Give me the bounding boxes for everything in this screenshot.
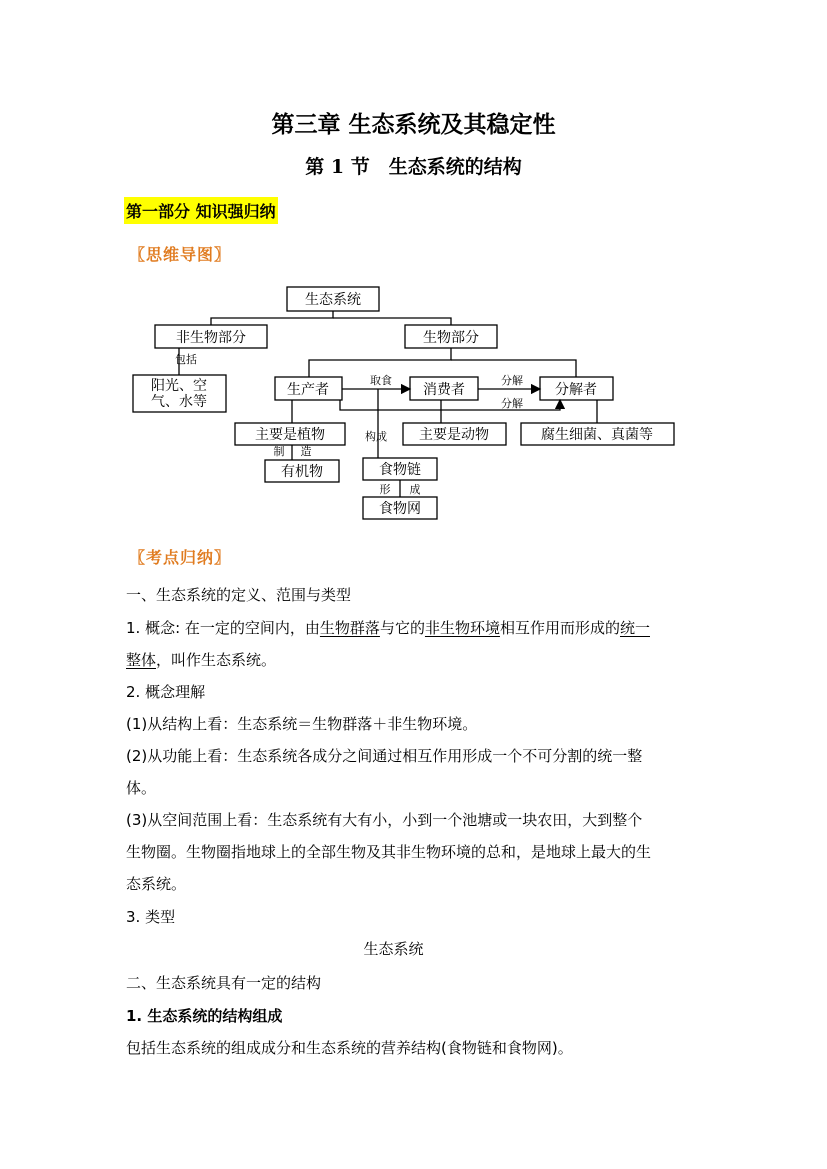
organic-label: 有机物 xyxy=(281,464,323,480)
abiotic-label: 非生物部分 xyxy=(176,330,246,346)
section-2-sub: 1. 生态系统的结构组成 xyxy=(126,1007,283,1025)
decompose-label-top: 分解 xyxy=(501,374,523,387)
points-heading: 〖考点归纳〗 xyxy=(129,548,232,567)
understand-3-line3: 态系统。 xyxy=(126,875,187,893)
concept-prefix: 1. 概念: xyxy=(126,619,181,637)
decomposer-label: 分解者 xyxy=(555,382,597,398)
understand-1: (1)从结构上看：生态系统＝生物群落＋非生物环境。 xyxy=(126,715,478,733)
concept-term-unity-b: 整体 xyxy=(126,651,157,669)
decompose-label-bottom: 分解 xyxy=(501,397,523,410)
producer-label: 生产者 xyxy=(287,382,329,398)
include-label: 包括 xyxy=(175,353,197,366)
section-2-text: 包括生态系统的组成成分和生态系统的营养结构(食物链和食物网)。 xyxy=(126,1039,573,1057)
part-label: 第一部分 知识强归纳 xyxy=(124,197,278,224)
make-label-1: 制 xyxy=(273,445,285,458)
form-label-2: 成 xyxy=(409,483,421,496)
section-title: 第 1 节 生态系统的结构 xyxy=(305,156,522,178)
chapter-title: 第三章 生态系统及其稳定性 xyxy=(271,111,556,138)
concept-text-3: 相互作用而形成的 xyxy=(499,619,620,637)
abiotic-items-line1: 阳光、空 xyxy=(151,378,207,394)
concept-text-2: 与它的 xyxy=(379,619,425,637)
make-label-2: 造 xyxy=(300,445,312,458)
understand-3-line1: (3)从空间范围上看：生态系统有大有小，小到一个池塘或一块农田，大到整个 xyxy=(126,811,643,829)
understand-heading: 2. 概念理解 xyxy=(126,683,206,701)
food-web-label: 食物网 xyxy=(379,501,421,517)
type-heading: 3. 类型 xyxy=(126,908,176,926)
concept-line-1 xyxy=(126,618,650,638)
mindmap-diagram xyxy=(0,0,827,560)
producer-main-label: 主要是植物 xyxy=(255,427,325,443)
consumer-label: 消费者 xyxy=(423,382,465,398)
understand-2-line2: 体。 xyxy=(126,779,157,797)
root-label: 生态系统 xyxy=(305,292,361,308)
type-center-label: 生态系统 xyxy=(363,940,424,958)
section-1-heading: 一、生态系统的定义、范围与类型 xyxy=(126,586,352,604)
mindmap-heading: 〖思维导图〗 xyxy=(129,245,232,264)
concept-term-unity-a: 统一 xyxy=(619,619,650,637)
concept-term-environment: 非生物环境 xyxy=(424,619,500,637)
concept-line-2 xyxy=(126,650,276,670)
concept-text-1: 在一定的空间内，由 xyxy=(180,619,320,637)
concept-text-4: ，叫作生态系统。 xyxy=(156,651,277,669)
concept-term-community: 生物群落 xyxy=(319,619,380,637)
food-chain-label: 食物链 xyxy=(379,462,421,478)
compose-label: 构成 xyxy=(365,430,387,443)
understand-3-line2: 生物圈。生物圈指地球上的全部生物及其非生物环境的总和，是地球上最大的生 xyxy=(126,843,652,861)
decomposer-main-label: 腐生细菌、真菌等 xyxy=(541,427,653,443)
section-2-heading: 二、生态系统具有一定的结构 xyxy=(126,974,322,992)
eat-label: 取食 xyxy=(370,374,392,387)
understand-2-line1: (2)从功能上看：生态系统各成分之间通过相互作用形成一个不可分割的统一整 xyxy=(126,747,643,765)
form-label-1: 形 xyxy=(379,483,391,496)
abiotic-items-line2: 气、水等 xyxy=(151,394,207,410)
biotic-label: 生物部分 xyxy=(423,330,479,346)
consumer-main-label: 主要是动物 xyxy=(419,427,489,443)
